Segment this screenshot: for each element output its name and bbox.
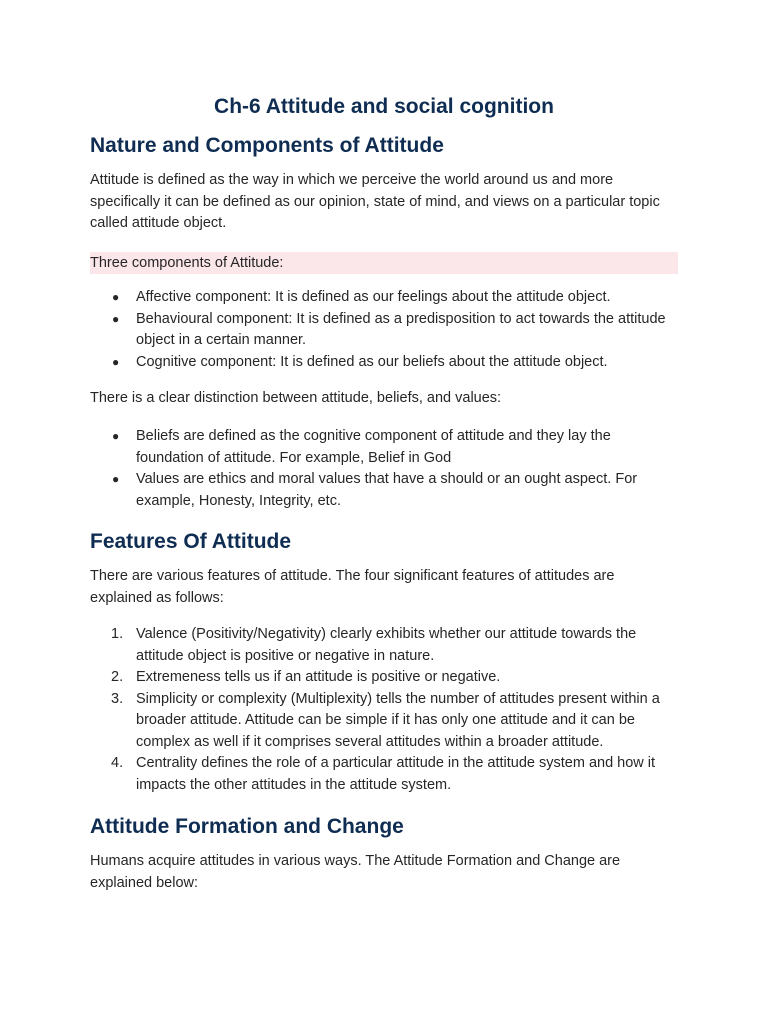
list-item [90, 287, 678, 309]
components-list [90, 287, 678, 373]
list-item [90, 426, 678, 469]
highlighted-components-label: Three components of Attitude: [90, 252, 678, 274]
bullet-icon: ● [112, 429, 120, 443]
list-item-text: Behavioural component: It is defined as a predisposition to act towards the attitude object in a certain manner. [136, 310, 666, 348]
section-heading-features: Features Of Attitude [90, 530, 292, 553]
list-number: 3. [111, 690, 124, 707]
list-item [90, 469, 678, 512]
list-item [90, 352, 678, 374]
section-heading-formation: Attitude Formation and Change [90, 815, 404, 838]
list-number: 2. [111, 669, 124, 685]
distinction-list [90, 426, 678, 512]
list-number: 4. [111, 755, 124, 771]
paragraph-attitude-definition: Attitude is defined as the way in which we perceive the world around us and more specifically it can be defined as our opinion, state of mind, and views on a particular topic called attitude object. [90, 172, 660, 231]
bullet-icon: ● [112, 290, 120, 304]
list-item [90, 624, 678, 667]
list-item [90, 753, 678, 796]
paragraph-formation-intro: Humans acquire attitudes in various ways. The Attitude Formation and Change are explained below: [90, 853, 621, 891]
list-item-text: Centrality defines the role of a particular attitude in the attitude system and how it impacts the other attitudes in the attitude system. [136, 755, 656, 793]
paragraph-features-intro: There are various features of attitude. The four significant features of attitudes are explained as follows: [90, 568, 615, 606]
list-item-text: Beliefs are defined as the cognitive component of attitude and they lay the foundation of attitude. For example, Belief in God [136, 428, 611, 466]
page-title: Ch-6 Attitude and social cognition [214, 95, 554, 118]
list-item [90, 689, 678, 754]
bullet-icon: ● [112, 311, 120, 326]
list-item [90, 309, 678, 352]
list-item-text: Affective component: It is defined as our feelings about the attitude object. [136, 289, 611, 305]
list-item-text: Values are ethics and moral values that have a should or an ought aspect. For example, Honesty, Integrity, etc. [136, 471, 638, 509]
list-item-text: Simplicity or complexity (Multiplexity) tells the number of attitudes present within a broader attitude. Attitude can be simple if it has only one attitude and it can be complex as well if it comprises several attitudes within a broader attitude. [136, 690, 660, 750]
features-list [90, 624, 678, 796]
bullet-icon: ● [112, 354, 120, 369]
list-item-text: Cognitive component: It is defined as our beliefs about the attitude object. [136, 353, 608, 370]
section-heading-nature: Nature and Components of Attitude [90, 134, 444, 157]
list-number: 1. [111, 626, 124, 642]
list-item-text: Valence (Positivity/Negativity) clearly exhibits whether our attitude towards the attitude object is positive or negative in nature. [136, 626, 637, 664]
bullet-icon: ● [112, 472, 120, 486]
paragraph-distinction: There is a clear distinction between attitude, beliefs, and values: [90, 390, 502, 406]
list-item [90, 667, 678, 689]
list-item-text: Extremeness tells us if an attitude is positive or negative. [136, 669, 501, 685]
